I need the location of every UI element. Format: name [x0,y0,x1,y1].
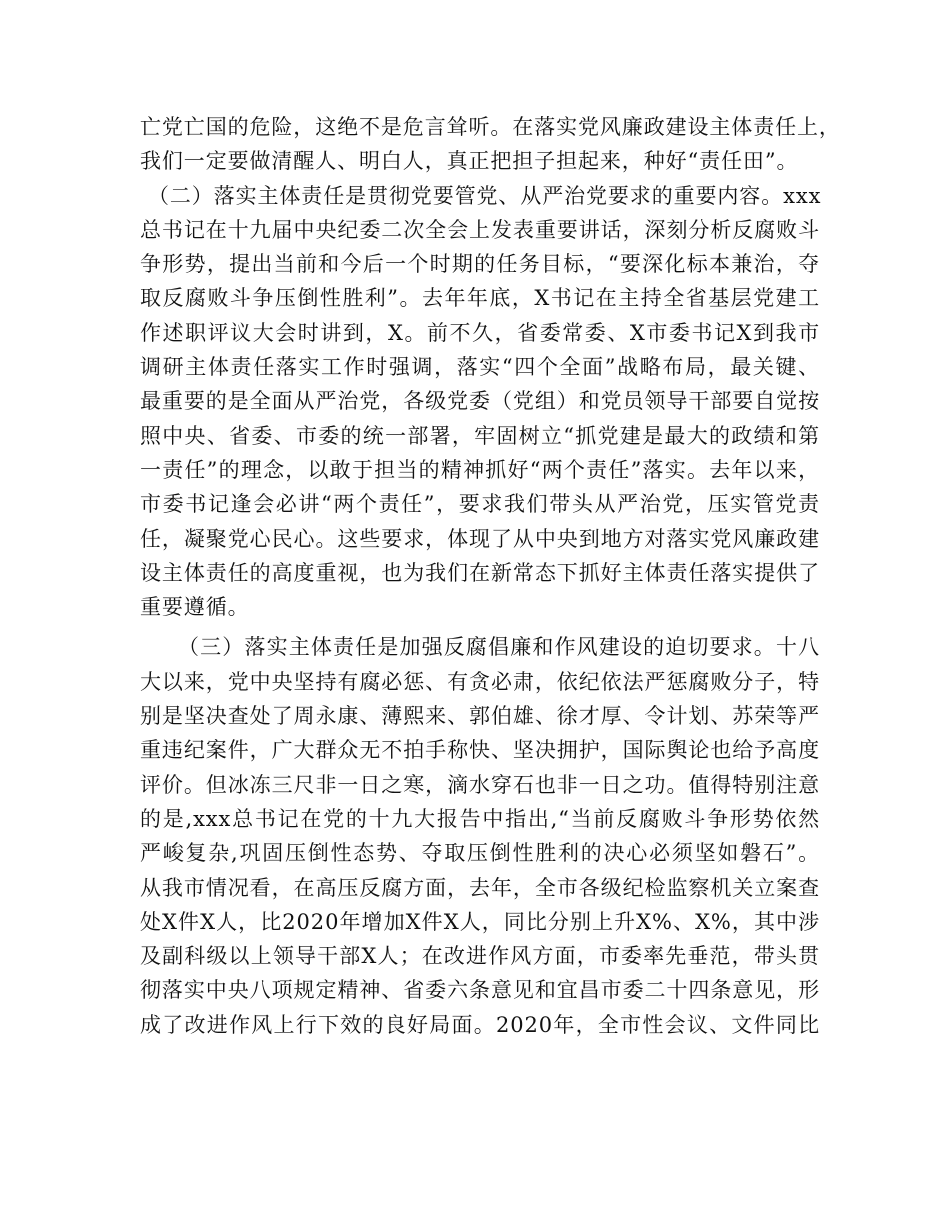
text-line: 成了改进作风上行下效的良好局面。2020年，全市性会议、文件同比 [140,1012,820,1037]
document-page [140,110,841,1042]
text-line: 任，凝聚党心民心。这些要求，体现了从中央到地方对落实党风廉政建 [140,526,820,551]
text-line: 重要遵循。 [140,595,250,620]
text-line: 最重要的是全面从严治党，各级党委（党组）和党员领导干部要自觉按 [140,389,820,414]
text-line: 别是坚决查处了周永康、薄熙来、郭伯雄、徐才厚、令计划、苏荣等严 [140,704,820,729]
text-line: 严峻复杂,巩固压倒性态势、夺取压倒性胜利的决心必须坚如磐石”。 [140,841,820,866]
text-line: 大以来，党中央坚持有腐必惩、有贪必肃，依纪依法严惩腐败分子，特 [140,669,820,694]
text-line: 作述职评议大会时讲到，X。前不久，省委常委、X市委书记X到我市 [140,320,820,345]
text-line: 及副科级以上领导干部X人；在改进作风方面，市委率先垂范，带头贯 [140,944,820,969]
text-line: 从我市情况看，在高压反腐方面，去年，全市各级纪检监察机关立案查 [140,875,820,900]
text-line: 我们一定要做清醒人、明白人，真正把担子担起来，种好“责任田”。 [140,149,799,174]
text-line: 彻落实中央八项规定精神、省委六条意见和宜昌市委二十四条意见，形 [140,978,820,1003]
text-line: 亡党亡国的危险，这绝不是危言耸听。在落实党风廉政建设主体责任上， [140,115,841,139]
text-line: 总书记在十九届中央纪委二次全会上发表重要讲话，深刻分析反腐败斗 [140,217,820,242]
text-line: 一责任”的理念，以敢于担当的精神抓好“两个责任”落实。去年以来， [140,457,820,482]
text-line: 取反腐败斗争压倒性胜利”。去年年底，X书记在主持全省基层党建工 [140,286,820,311]
text-line: 市委书记逢会必讲“两个责任”，要求我们带头从严治党，压实管党责 [140,492,820,517]
text-line: 调研主体责任落实工作时强调，落实“四个全面”战略布局，最关键、 [140,355,820,380]
text-line: （三）落实主体责任是加强反腐倡廉和作风建设的迫切要求。十八 [178,635,820,660]
text-line: （二）落实主体责任是贯彻党要管党、从严治党要求的重要内容。xxx [148,183,822,208]
text-line: 评价。但冰冻三尺非一日之寒，滴水穿石也非一日之功。值得特别注意 [140,772,820,797]
text-line: 照中央、省委、市委的统一部署，牢固树立“抓党建是最大的政绩和第 [140,423,820,448]
text-line: 的是,xxx总书记在党的十九大报告中指出,“当前反腐败斗争形势依然 [140,806,820,831]
text-line: 重违纪案件，广大群众无不拍手称快、坚决拥护，国际舆论也给予高度 [140,738,820,763]
text-line: 处X件X人，比2020年增加X件X人，同比分别上升X%、X%，其中涉 [140,909,820,934]
text-line: 争形势，提出当前和今后一个时期的任务目标，“要深化标本兼治，夺 [140,252,820,277]
text-line: 设主体责任的高度重视，也为我们在新常态下抓好主体责任落实提供了 [140,560,820,585]
